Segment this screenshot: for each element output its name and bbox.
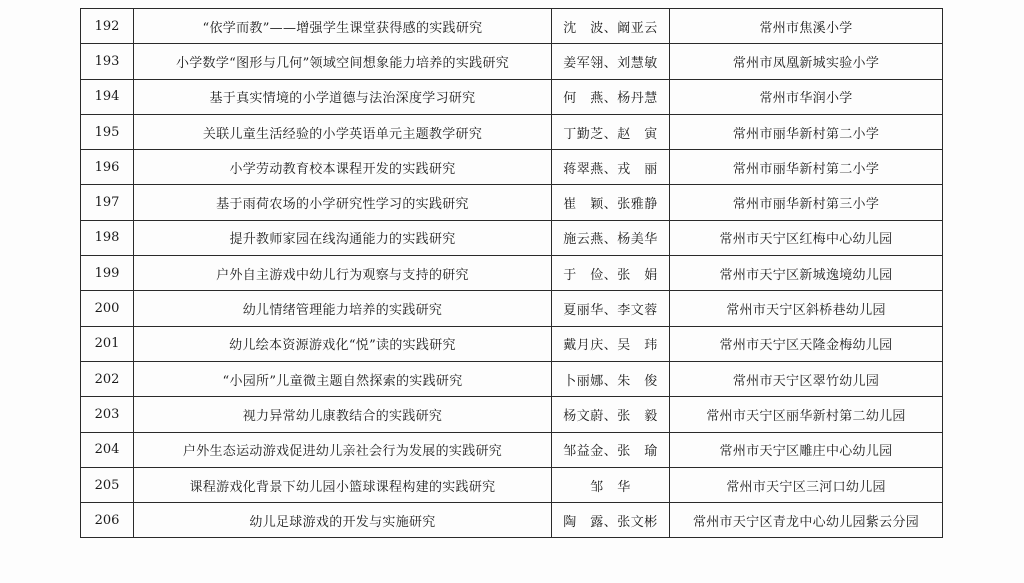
school-cell: 常州市天宁区三河口幼儿园: [670, 467, 943, 502]
project-title-cell: 幼儿足球游戏的开发与实施研究: [134, 503, 552, 538]
researchers-cell: 夏丽华、李文蓉: [552, 291, 670, 326]
table-row: [81, 397, 943, 432]
table-row: [81, 503, 943, 538]
row-number-cell: 202: [81, 361, 134, 396]
project-title-cell: 基于真实情境的小学道德与法治深度学习研究: [134, 79, 552, 114]
table-row: [81, 256, 943, 291]
researchers-cell: 蒋翠燕、戎 丽: [552, 150, 670, 185]
table-row: [81, 326, 943, 361]
researchers-cell: 戴月庆、吴 玮: [552, 326, 670, 361]
row-number-cell: 192: [81, 9, 134, 44]
table-row: [81, 432, 943, 467]
researchers-cell: 于 俭、张 娟: [552, 256, 670, 291]
row-number-cell: 203: [81, 397, 134, 432]
project-title-cell: “依学而教”——增强学生课堂获得感的实践研究: [134, 9, 552, 44]
row-number-cell: 194: [81, 79, 134, 114]
researchers-cell: 崔 颖、张雅静: [552, 185, 670, 220]
table-row: [81, 9, 943, 44]
table-row: [81, 220, 943, 255]
school-cell: 常州市天宁区斜桥巷幼儿园: [670, 291, 943, 326]
researchers-cell: 杨文蔚、张 毅: [552, 397, 670, 432]
table-row: [81, 185, 943, 220]
school-cell: 常州市凤凰新城实验小学: [670, 44, 943, 79]
researchers-cell: 卜丽娜、朱 俊: [552, 361, 670, 396]
project-title-cell: 视力异常幼儿康教结合的实践研究: [134, 397, 552, 432]
school-cell: 常州市天宁区红梅中心幼儿园: [670, 220, 943, 255]
table-row: [81, 150, 943, 185]
project-title-cell: 小学劳动教育校本课程开发的实践研究: [134, 150, 552, 185]
researchers-cell: 施云燕、杨美华: [552, 220, 670, 255]
project-title-cell: “小园所”儿童微主题自然探索的实践研究: [134, 361, 552, 396]
table-row: [81, 79, 943, 114]
row-number-cell: 197: [81, 185, 134, 220]
project-title-cell: 关联儿童生活经验的小学英语单元主题教学研究: [134, 114, 552, 149]
table-row: [81, 291, 943, 326]
project-title-cell: 户外生态运动游戏促进幼儿亲社会行为发展的实践研究: [134, 432, 552, 467]
project-title-cell: 户外自主游戏中幼儿行为观察与支持的研究: [134, 256, 552, 291]
project-title-cell: 小学数学“图形与几何”领域空间想象能力培养的实践研究: [134, 44, 552, 79]
school-cell: 常州市华润小学: [670, 79, 943, 114]
row-number-cell: 198: [81, 220, 134, 255]
project-title-cell: 幼儿绘本资源游戏化“悦”读的实践研究: [134, 326, 552, 361]
row-number-cell: 196: [81, 150, 134, 185]
school-cell: 常州市焦溪小学: [670, 9, 943, 44]
school-cell: 常州市丽华新村第二小学: [670, 150, 943, 185]
project-title-cell: 幼儿情绪管理能力培养的实践研究: [134, 291, 552, 326]
row-number-cell: 195: [81, 114, 134, 149]
row-number-cell: 201: [81, 326, 134, 361]
row-number-cell: 199: [81, 256, 134, 291]
project-title-cell: 课程游戏化背景下幼儿园小篮球课程构建的实践研究: [134, 467, 552, 502]
researchers-cell: 沈 波、阚亚云: [552, 9, 670, 44]
researchers-cell: 邹 华: [552, 467, 670, 502]
school-cell: 常州市天宁区丽华新村第二幼儿园: [670, 397, 943, 432]
researchers-cell: 姜军翎、刘慧敏: [552, 44, 670, 79]
row-number-cell: 204: [81, 432, 134, 467]
table-row: [81, 467, 943, 502]
school-cell: 常州市天宁区天隆金梅幼儿园: [670, 326, 943, 361]
researchers-cell: 邹益金、张 瑜: [552, 432, 670, 467]
school-cell: 常州市天宁区雕庄中心幼儿园: [670, 432, 943, 467]
researchers-cell: 丁勤芝、赵 寅: [552, 114, 670, 149]
table-row: [81, 44, 943, 79]
school-cell: 常州市丽华新村第二小学: [670, 114, 943, 149]
school-cell: 常州市天宁区翠竹幼儿园: [670, 361, 943, 396]
school-cell: 常州市天宁区青龙中心幼儿园紫云分园: [670, 503, 943, 538]
table-row: [81, 361, 943, 396]
researchers-cell: 何 燕、杨丹慧: [552, 79, 670, 114]
project-list-table: [80, 8, 943, 538]
row-number-cell: 205: [81, 467, 134, 502]
researchers-cell: 陶 露、张文彬: [552, 503, 670, 538]
table-body: [81, 9, 943, 538]
row-number-cell: 206: [81, 503, 134, 538]
project-title-cell: 基于雨荷农场的小学研究性学习的实践研究: [134, 185, 552, 220]
row-number-cell: 193: [81, 44, 134, 79]
project-title-cell: 提升教师家园在线沟通能力的实践研究: [134, 220, 552, 255]
table-row: [81, 114, 943, 149]
school-cell: 常州市天宁区新城逸境幼儿园: [670, 256, 943, 291]
school-cell: 常州市丽华新村第三小学: [670, 185, 943, 220]
row-number-cell: 200: [81, 291, 134, 326]
